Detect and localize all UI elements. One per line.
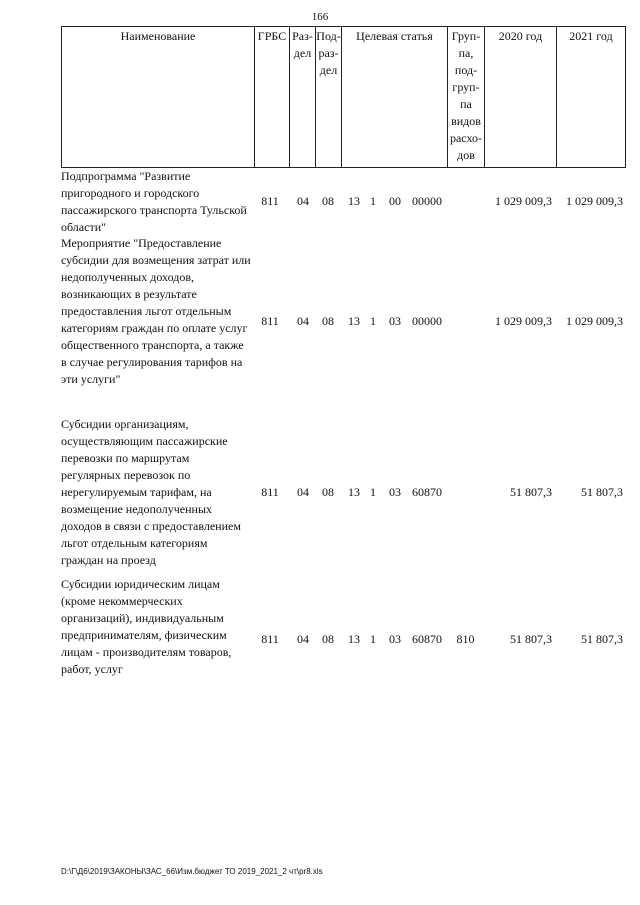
cell-expense-group: 810 <box>456 632 475 646</box>
cell-year-2021: 1 029 009,3 <box>566 314 623 328</box>
cell-podrazdel: 08 <box>322 194 334 208</box>
cell-target-1: 13 <box>348 194 360 208</box>
header-grbs: ГРБС <box>255 27 290 168</box>
row-name: Субсидии юридическим лицам (кроме некоммерческих организаций), индивидуальным предпринимателям, физическим лицам - производителям товаров, работ, услуг <box>61 577 232 676</box>
header-name: Наименование <box>62 27 255 168</box>
header-target-article: Целевая статья <box>342 27 448 168</box>
cell-year-2021: 51 807,3 <box>581 632 623 646</box>
cell-grbs: 811 <box>261 194 279 208</box>
table-header <box>61 26 626 168</box>
cell-target-1: 13 <box>348 485 360 499</box>
cell-podrazdel: 08 <box>322 314 334 328</box>
header-podrazdel: Под- раз- дел <box>316 27 342 168</box>
cell-target-1: 13 <box>348 632 360 646</box>
cell-year-2021: 51 807,3 <box>581 485 623 499</box>
cell-target-3: 00 <box>389 194 401 208</box>
cell-target-4: 60870 <box>412 632 442 646</box>
row-name: Субсидии организациям, осуществляющим пассажирские перевозки по маршрутам регулярных перевозок по нерегулируемым тарифам, на возмещение недополученных доходов в связи с предоставлением льгот отдельным категориям граждан на проезд <box>61 417 241 567</box>
cell-podrazdel: 08 <box>322 632 334 646</box>
page-number: 166 <box>311 11 329 23</box>
row-name: Подпрограмма "Развитие пригородного и городского пассажирского транспорта Тульской области" <box>61 169 247 234</box>
cell-target-4: 60870 <box>412 485 442 499</box>
header-expense-group: Груп- па, под- груп- па видов расхо- дов <box>448 27 485 168</box>
cell-grbs: 811 <box>261 314 279 328</box>
cell-year-2020: 1 029 009,3 <box>495 194 552 208</box>
cell-target-3: 03 <box>389 314 401 328</box>
cell-target-2: 1 <box>370 314 376 328</box>
cell-grbs: 811 <box>261 632 279 646</box>
header-year-2021: 2021 год <box>557 27 626 168</box>
cell-year-2020: 51 807,3 <box>510 632 552 646</box>
cell-target-2: 1 <box>370 194 376 208</box>
cell-target-1: 13 <box>348 314 360 328</box>
cell-year-2020: 51 807,3 <box>510 485 552 499</box>
header-year-2020: 2020 год <box>485 27 557 168</box>
cell-target-4: 00000 <box>412 194 442 208</box>
cell-grbs: 811 <box>261 485 279 499</box>
cell-target-2: 1 <box>370 485 376 499</box>
cell-target-3: 03 <box>389 632 401 646</box>
cell-target-2: 1 <box>370 632 376 646</box>
cell-razdel: 04 <box>297 314 309 328</box>
cell-year-2021: 1 029 009,3 <box>566 194 623 208</box>
cell-podrazdel: 08 <box>322 485 334 499</box>
header-razdel: Раз- дел <box>290 27 316 168</box>
row-name: Мероприятие "Предоставление субсидии для возмещения затрат или недополученных доходов, возникающих в результате предоставления льгот отдельным категориям граждан по оплате услуг общественного транспорта, а также в случае регулирования тарифов на эти услуги" <box>61 236 251 386</box>
cell-year-2020: 1 029 009,3 <box>495 314 552 328</box>
file-path-footer: D:\Г\Д6\2019\ЗАКОНЫ\ЗАС_66\Изм.бюджет ТО 2019_2021_2 чт\pr8.xls <box>61 867 323 876</box>
cell-target-3: 03 <box>389 485 401 499</box>
cell-razdel: 04 <box>297 194 309 208</box>
cell-target-4: 00000 <box>412 314 442 328</box>
cell-razdel: 04 <box>297 632 309 646</box>
cell-razdel: 04 <box>297 485 309 499</box>
